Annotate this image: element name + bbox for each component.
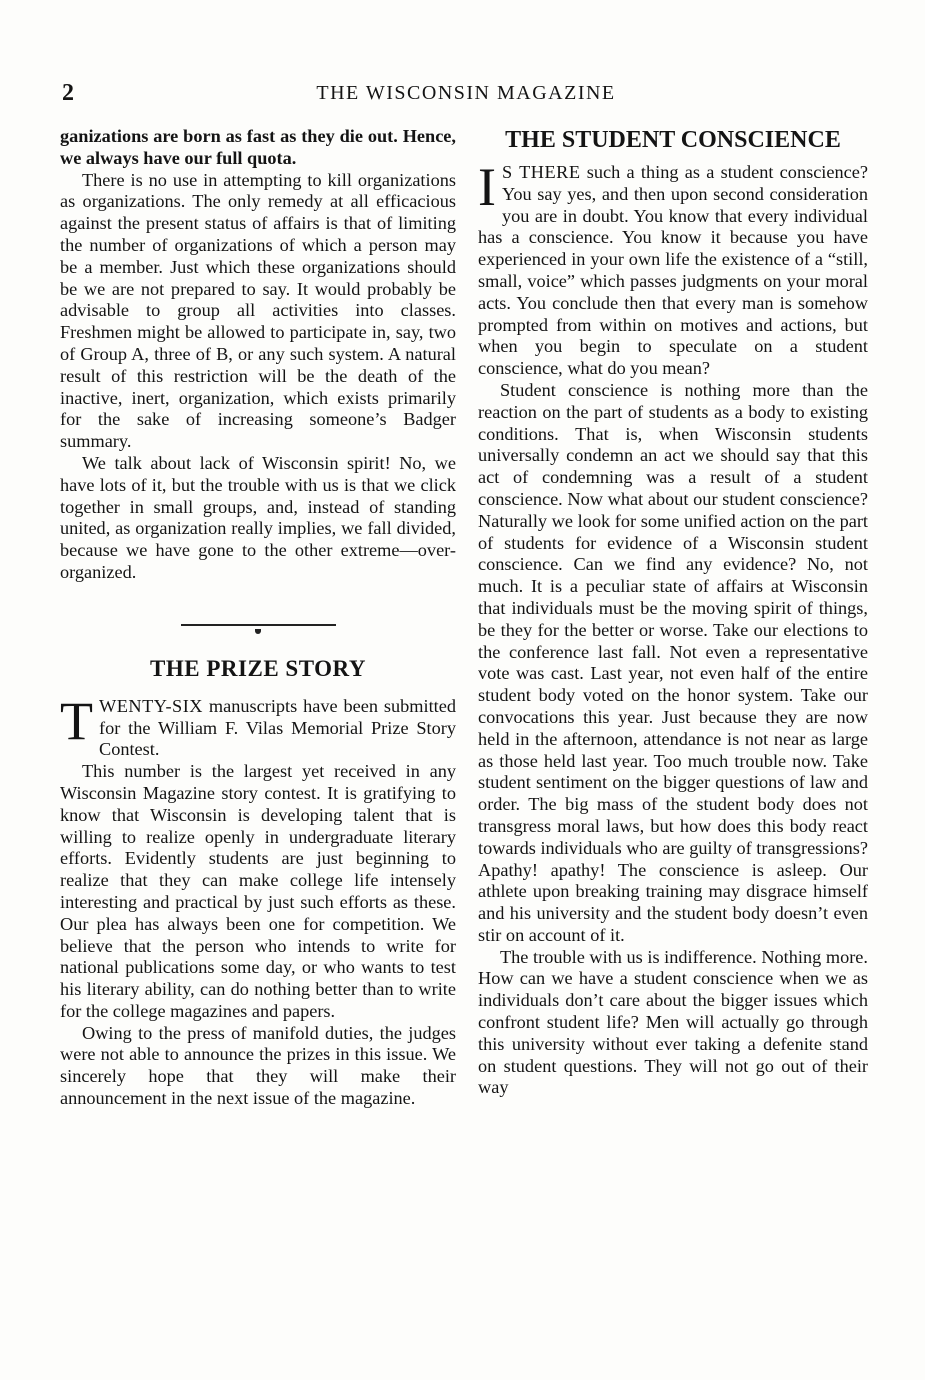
drop-cap: T [60, 690, 93, 751]
opening-paragraph-text: such a thing as a student conscience? You say yes, and then upon second consideration you are in doubt. You know that every individual has a conscience. You know it because you have experienced in your own life the existence of a “still, small, voice” which passes judgments on your moral acts. You conclude then that every man is somehow prompted from within on motives and actions, but when you begin to speculate on a student conscience, what do you mean? [478, 162, 868, 379]
body-paragraph: The trouble with us is indifference. Nothing more. How can we have a student conscience when we as individuals don’t care about the bigger issues which confront student life? Men will actually go through this university without ever taking a defenite stand on student questions. They will not go out of their way [478, 946, 868, 1098]
body-paragraph: Student conscience is nothing more than the reaction on the part of students as a body to existing conditions. That is, when Wisconsin students universally condemn an act we should say that this act of condemning was a result of a student conscience. Now what about our student conscience? Naturally we look for some unified action on the part of students for evidence of a Wisconsin student conscience. Can we find any evidence? No, not much. It is a peculiar state of affairs at Wisconsin that individuals must be the moving spirit of things, be they for the better or worse. Take our elections to the conference last fall. Not even a representative vote was cast. Last year, not even half of the entire student body voted on the honor system. Take our convocations this year. Just because they are now held in the afternoon, attendance is not near as large as those held last year. Too much trouble now. Take student sentiment on the bigger questions of law and order. The big mass of the student body does not transgress moral laws, but how does this body react towards individuals who are guilty of transgressions? Apathy! apathy! The conscience is asleep. Our athlete upon breaking training may disgrace himself and his university and the student body doesn’t even stir on account of it. [478, 379, 868, 945]
opening-words: S THERE [501, 162, 581, 182]
page-header [62, 80, 870, 110]
drop-cap: I [478, 157, 496, 217]
student-conscience-intro [478, 157, 868, 380]
prize-story-first-paragraph [60, 690, 456, 761]
prize-story-heading: THE PRIZE STORY [150, 655, 366, 681]
left-column [60, 126, 456, 1110]
page-number: 2 [62, 80, 74, 106]
body-paragraph: We talk about lack of Wisconsin spirit! No, we have lots of it, but the trouble with us is that we click together in small groups, and, instead of standing united, as organization really implies, we fall divided, because we have gone to the other extreme—over-organized. [60, 452, 456, 582]
body-paragraph: There is no use in attempting to kill organizations as organizations. The only remedy at all efficacious against the present status of affairs is that of limiting the number of organizations of which a person may be a member. Just which these organizations should be we are not prepared to say. It would probably be advisable to group all activities into classes. Freshmen might be allowed to participate in, say, two of Group A, three of B, or any such system. A natural result of this restriction will be the death of the inactive, inert, organization, which exists primarily for the sake of increasing someone’s Badger summary. [60, 169, 456, 452]
right-column [478, 126, 868, 1099]
body-paragraph: This number is the largest yet received in any Wisconsin Magazine story contest. It is gratifying to know that Wisconsin is developing talent that is willing to realize openly in undergraduate literary efforts. Evidently students are just beginning to realize that they can make college life intensely interesting and practical by just such efforts as these. Our plea has always been one for competition. We believe that the person who intends to write for national publications some day, or who wants to test his literary ability, can do nothing better than to write for the college magazines and papers. [60, 761, 456, 1021]
continued-paragraph: ganizations are born as fast as they die out. Hence, we always have our full quota. [60, 126, 456, 168]
section-divider [181, 624, 336, 626]
divider-ornament-icon [255, 629, 261, 634]
student-conscience-heading: THE STUDENT CONSCIENCE [505, 127, 841, 153]
opening-words: WENTY-SIX [99, 695, 204, 716]
prize-story-intro [60, 690, 456, 761]
body-paragraph: Owing to the press of manifold duties, the judges were not able to announce the prizes in this issue. We sincerely hope that they will make their announcement in the next issue of the magazine. [60, 1022, 456, 1109]
student-conscience-first-paragraph [478, 157, 868, 380]
running-title: THE WISCONSIN MAGAZINE [316, 82, 616, 104]
opening-paragraph-text: manuscripts have been submitted for the William F. Vilas Memorial Prize Story Contest. [99, 695, 456, 760]
